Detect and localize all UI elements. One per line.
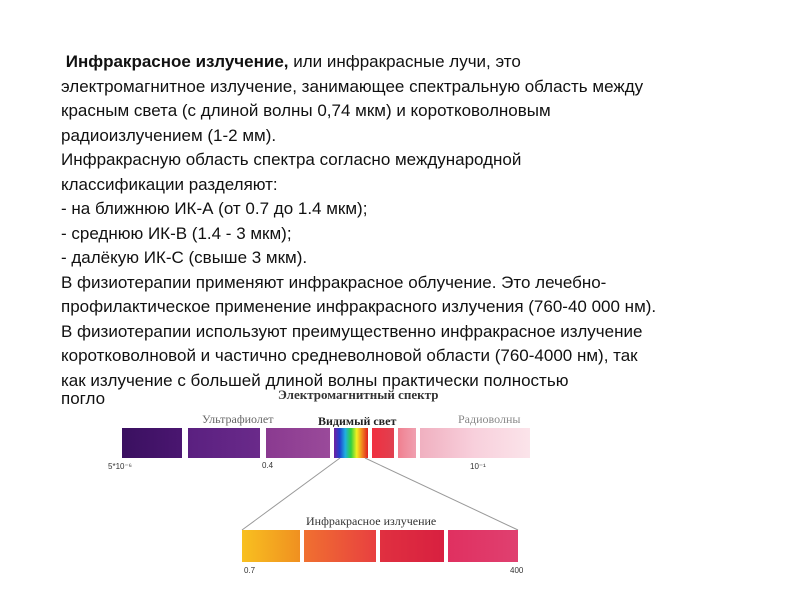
text-line-1: Инфракрасное излучение, или инфракрасные лучи, это bbox=[65, 52, 521, 71]
text-line-4: радиоизлучением (1-2 мм). bbox=[61, 125, 277, 145]
uv-label: Ультрафиолет bbox=[202, 412, 274, 426]
text-line-5: Инфракрасную область спектра согласно международной bbox=[61, 150, 522, 169]
ir-band-1 bbox=[242, 530, 300, 562]
text-line-11: профилактическое применение инфракрасного излучения (760-40 000 нм). bbox=[61, 297, 657, 316]
tick-right: 10⁻¹ bbox=[470, 462, 486, 471]
visible-light-label: Видимый свет bbox=[318, 414, 397, 428]
ir-band-2 bbox=[304, 530, 376, 562]
ir-spectrum-bar bbox=[242, 530, 518, 562]
text-line-2: электромагнитное излучение, занимающее спектральную область между bbox=[61, 76, 644, 96]
tick-left: 5*10⁻⁶ bbox=[108, 462, 132, 471]
ir-tick-right: 400 bbox=[510, 566, 524, 575]
text-line-12: В физиотерапии используют преимущественно инфракрасное излучение bbox=[61, 321, 643, 341]
figure-title: Электромагнитный спектр bbox=[278, 387, 439, 402]
ir-label: Инфракрасное излучение bbox=[306, 514, 437, 528]
text-line-14: как излучение с большей длиной волны практически полностью bbox=[61, 370, 569, 390]
text-line-3: красным света (с длиной волны 0,74 мкм) и коротковолновым bbox=[61, 101, 551, 120]
radio-label: Радиоволны bbox=[458, 412, 521, 426]
text-line-8: - среднюю ИК-В (1.4 - 3 мкм); bbox=[61, 223, 292, 243]
ir-band-4 bbox=[448, 530, 518, 562]
text-line-7: - на ближнюю ИК-А (от 0.7 до 1.4 мкм); bbox=[61, 199, 368, 218]
text-line-9: - далёкую ИК-С (свыше 3 мкм). bbox=[61, 248, 308, 267]
ir-tick-left: 0.7 bbox=[244, 566, 256, 575]
text-line-10: В физиотерапии применяют инфракрасное облучение. Это лечебно- bbox=[61, 272, 607, 292]
ir-band-3 bbox=[380, 530, 444, 562]
text-line-15-clipped: погло bbox=[61, 390, 106, 408]
tick-mid: 0.4 bbox=[262, 461, 274, 470]
text-line-13: коротковолновой и частично средневолновой области (760-4000 нм), так bbox=[61, 346, 638, 365]
term-heading: Инфракрасное излучение, bbox=[65, 52, 289, 71]
text-line-6: классификации разделяют: bbox=[61, 174, 278, 194]
